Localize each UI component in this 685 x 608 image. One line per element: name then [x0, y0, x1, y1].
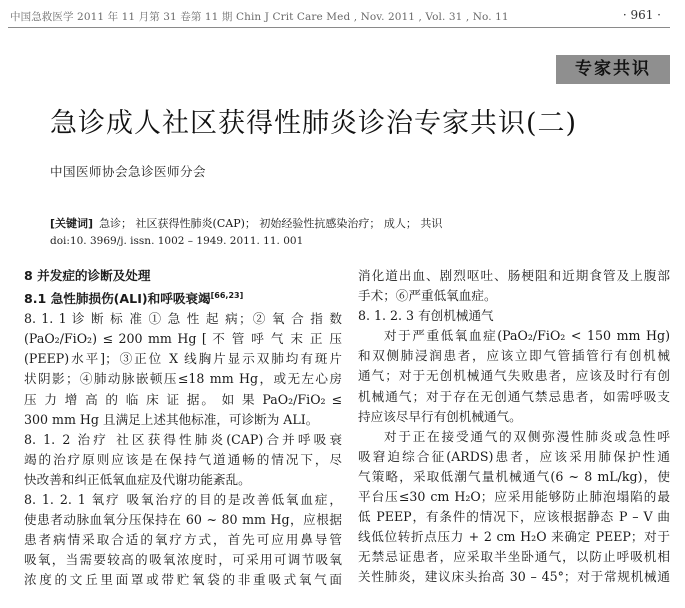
text-line — [358, 547, 670, 567]
text-line-content: 持应该尽早行有创机械通气。 — [358, 408, 522, 424]
section-tag: 专家共识 — [556, 55, 670, 84]
text-line-content: 机械通气；对于存在无创通气禁忌患者，如需呼吸支 — [358, 388, 670, 404]
text-line-content: 对于严重低氧血症(PaO₂/FiO₂ < 150 mm Hg) — [384, 328, 670, 344]
text-line — [358, 407, 670, 427]
text-line — [358, 387, 670, 407]
article-title: 急诊成人社区获得性肺炎诊治专家共识(二) — [50, 108, 578, 139]
right-column — [358, 266, 670, 588]
citation-superscript: [66,23] — [210, 291, 244, 301]
text-line-content: 手术；⑥严重低氧血症。 — [358, 288, 497, 304]
text-line — [24, 490, 342, 510]
text-line — [358, 326, 670, 346]
text-line — [358, 306, 670, 326]
text-line — [24, 570, 342, 590]
text-line — [24, 550, 342, 570]
text-line-content: (PaO₂/FiO₂) ≤ 200 mm Hg [ 不 管 呼 气 末 正 压 — [24, 331, 342, 347]
doi: doi:10. 3969/j. issn. 1002 – 1949. 2011. 11. 001 — [50, 235, 304, 247]
text-line-content: 8. 1. 2. 1 氧疗 吸氧治疗的目的是改善低氧血症， — [24, 492, 342, 508]
text-line — [24, 369, 342, 389]
text-line — [358, 427, 670, 447]
text-line — [358, 286, 670, 306]
text-line-content: 快改善和纠正低氧血症及代谢功能紊乱。 — [24, 471, 251, 487]
text-line — [358, 467, 670, 487]
left-column — [24, 266, 342, 591]
text-line — [358, 266, 670, 286]
text-line-content: 8. 1. 2. 3 有创机械通气 — [358, 308, 494, 324]
text-line-content: 无禁忌证患者，应采取半坐卧通气，以防止呼吸机相 — [358, 549, 670, 565]
text-line — [358, 447, 670, 467]
text-line-content: 8 并发症的诊断及处理 — [24, 268, 151, 283]
header-rule — [8, 27, 670, 28]
text-line-content: 气策略，采取低潮气量机械通气(6 ~ 8 mL/kg)，使 — [358, 468, 670, 484]
text-line — [24, 286, 342, 309]
keywords-label: [关键词] — [50, 217, 94, 230]
text-line-content: 8. 1. 1 诊 断 标 准 ① 急 性 起 病；② 氧 合 指 数 — [24, 311, 342, 327]
text-line — [358, 567, 670, 587]
text-line — [24, 329, 342, 349]
text-line — [24, 266, 342, 286]
text-line — [24, 510, 342, 530]
text-line-content: 线低位转折点压力 + 2 cm H₂O 来确定 PEEP；对于 — [358, 529, 670, 545]
text-line-content: (PEEP)水平]；③正位 X 线胸片显示双肺均有斑片 — [24, 351, 342, 367]
text-line — [24, 410, 342, 430]
text-line-content: 浓度的文丘里面罩或带贮氧袋的非重吸式氧气面 — [24, 572, 342, 588]
text-line-content: 平台压≤30 cm H₂O；应采用能够防止肺泡塌陷的最 — [358, 489, 670, 505]
text-line-content: 竭的治疗原则应该是在保持气道通畅的情况下，尽 — [24, 451, 342, 467]
text-line — [24, 530, 342, 550]
keywords-line — [50, 215, 442, 231]
keywords-text: 急诊； 社区获得性肺炎(CAP)； 初始经验性抗感染治疗； 成人； 共识 — [99, 217, 443, 230]
text-line — [24, 309, 342, 329]
text-line-content: 状阴影；④肺动脉嵌顿压≤18 mm Hg，或无左心房 — [24, 371, 342, 387]
page-number: · 961 · — [622, 8, 661, 22]
text-line-content: 吸窘迫综合征(ARDS)患者，应该采用肺保护性通 — [358, 448, 670, 464]
text-line-content: 使患者动脉血氧分压保持在 60 ~ 80 mm Hg，应根据 — [24, 512, 342, 528]
text-line-content: 通气；对于无创机械通气失败患者，应该及时行有创 — [358, 368, 670, 384]
text-line — [358, 366, 670, 386]
text-line-content: 关性肺炎，建议床头抬高 30 – 45°；对于常规机械通 — [358, 569, 670, 585]
text-line — [24, 349, 342, 369]
text-line — [358, 346, 670, 366]
article-authors: 中国医师协会急诊医师分会 — [50, 164, 207, 179]
text-line-content: 消化道出血、剧烈呕吐、肠梗阻和近期食管及上腹部 — [358, 268, 670, 283]
text-line — [358, 507, 670, 527]
text-line-content: 患者病情采取合适的氧疗方式，首先可应用鼻导管 — [24, 532, 342, 548]
text-line — [24, 450, 342, 470]
text-line-content: 压 力 增 高 的 临 床 证 据。 如 果 PaO₂/FiO₂ ≤ — [24, 391, 342, 407]
text-line — [24, 390, 342, 410]
text-line-content: 300 mm Hg 且满足上述其他标准，可诊断为 ALI。 — [24, 411, 319, 427]
text-line-content: 和双侧肺浸润患者，应该立即气管插管行有创机械 — [358, 348, 670, 364]
text-line — [24, 430, 342, 450]
text-line-content: 低 PEEP，有条件的情况下，应该根据静态 P – V 曲 — [358, 509, 670, 525]
text-line-content: 对于正在接受通气的双侧弥漫性肺炎或急性呼 — [384, 428, 670, 444]
text-line-content: 吸氧，当需要较高的吸氧浓度时，可采用可调节吸氧 — [24, 552, 342, 568]
text-line — [24, 470, 342, 490]
text-line — [358, 527, 670, 547]
running-header: 中国急救医学 2011 年 11 月第 31 卷第 11 期 Chin J Crit Care Med , Nov. 2011 , Vol. 31 , No. 11 — [10, 11, 509, 23]
text-line-content: 8. 1. 2 治疗 社区获得性肺炎(CAP)合并呼吸衰 — [24, 431, 342, 447]
text-line-content: 8.1 急性肺损伤(ALI)和呼吸衰竭 — [24, 291, 211, 307]
text-line — [358, 487, 670, 507]
